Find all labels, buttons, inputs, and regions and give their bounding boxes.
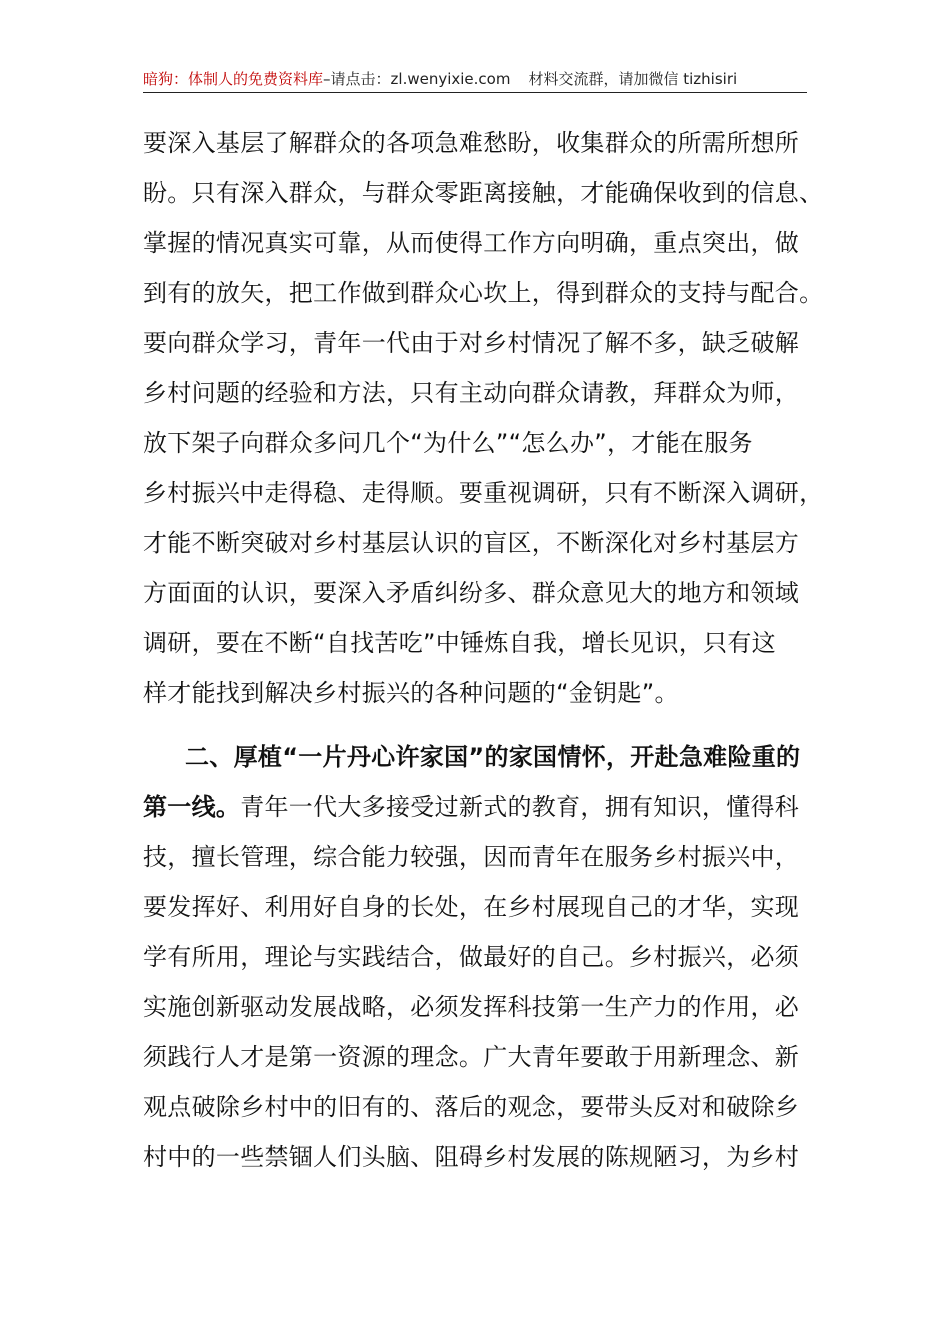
text-line: 乡村问题的经验和方法，只有主动向群众请教，拜群众为师， bbox=[143, 379, 800, 407]
text-line: 方面面的认识，要深入矛盾纠纷多、群众意见大的地方和领域 bbox=[143, 579, 800, 607]
header-url-link[interactable]: zl.wenyixie.com bbox=[390, 70, 511, 88]
text-line: 盼。只有深入群众，与群众零距离接触，才能确保收到的信息、 bbox=[143, 179, 824, 207]
text-line: 要发挥好、利用好自身的长处，在乡村展现自己的才华，实现 bbox=[143, 893, 800, 921]
text-line: 观点破除乡村中的旧有的、落后的观念，要带头反对和破除乡 bbox=[143, 1093, 800, 1121]
text-line: 才能不断突破对乡村基层认识的盲区，不断深化对乡村基层方 bbox=[143, 529, 800, 557]
text-line: 学有所用，理论与实践结合，做最好的自己。乡村振兴，必须 bbox=[143, 943, 800, 971]
text-line: 技，擅长管理，综合能力较强，因而青年在服务乡村振兴中， bbox=[143, 843, 800, 871]
text-line: 实施创新驱动发展战略，必须发挥科技第一生产力的作用，必 bbox=[143, 993, 800, 1021]
text-line-rest: 青年一代大多接受过新式的教育，拥有知识，懂得科 bbox=[240, 793, 800, 821]
section-heading: 二、厚植“一片丹心许家国”的家国情怀，开赴急难险重的 bbox=[185, 743, 801, 771]
paragraph-2 bbox=[143, 732, 807, 1182]
text-line: 乡村振兴中走得稳、走得顺。要重视调研，只有不断深入调研， bbox=[143, 479, 824, 507]
text-line bbox=[143, 782, 807, 832]
page-header bbox=[143, 66, 807, 93]
text-line: 放下架子向群众多问几个“为什么”“怎么办”，才能在服务 bbox=[143, 429, 753, 457]
text-line: 要向群众学习，青年一代由于对乡村情况了解不多，缺乏破解 bbox=[143, 329, 800, 357]
text-line: 调研，要在不断“自找苦吃”中锤炼自我，增长见识，只有这 bbox=[143, 629, 776, 657]
text-line: 样才能找到解决乡村振兴的各种问题的“金钥匙”。 bbox=[143, 679, 679, 707]
text-line: 到有的放矢，把工作做到群众心坎上，得到群众的支持与配合。 bbox=[143, 279, 824, 307]
text-line: 村中的一些禁锢人们头脑、阻碍乡村发展的陈规陋习，为乡村 bbox=[143, 1143, 800, 1171]
text-line: 须践行人才是第一资源的理念。广大青年要敢于用新理念、新 bbox=[143, 1043, 800, 1071]
document-body bbox=[143, 118, 824, 1182]
text-line: 掌握的情况真实可靠，从而使得工作方向明确，重点突出，做 bbox=[143, 229, 800, 257]
header-wechat-note: 材料交流群，请加微信 tizhisiri bbox=[528, 70, 738, 88]
header-brand: 暗狗：体制人的免费资料库 bbox=[143, 70, 324, 88]
text-line: 要深入基层了解群众的各项急难愁盼，收集群众的所需所想所 bbox=[143, 129, 800, 157]
section-heading-end: 第一线。 bbox=[143, 793, 241, 821]
paragraph-1 bbox=[143, 118, 824, 718]
header-link-prefix: –请点击： bbox=[323, 70, 391, 88]
